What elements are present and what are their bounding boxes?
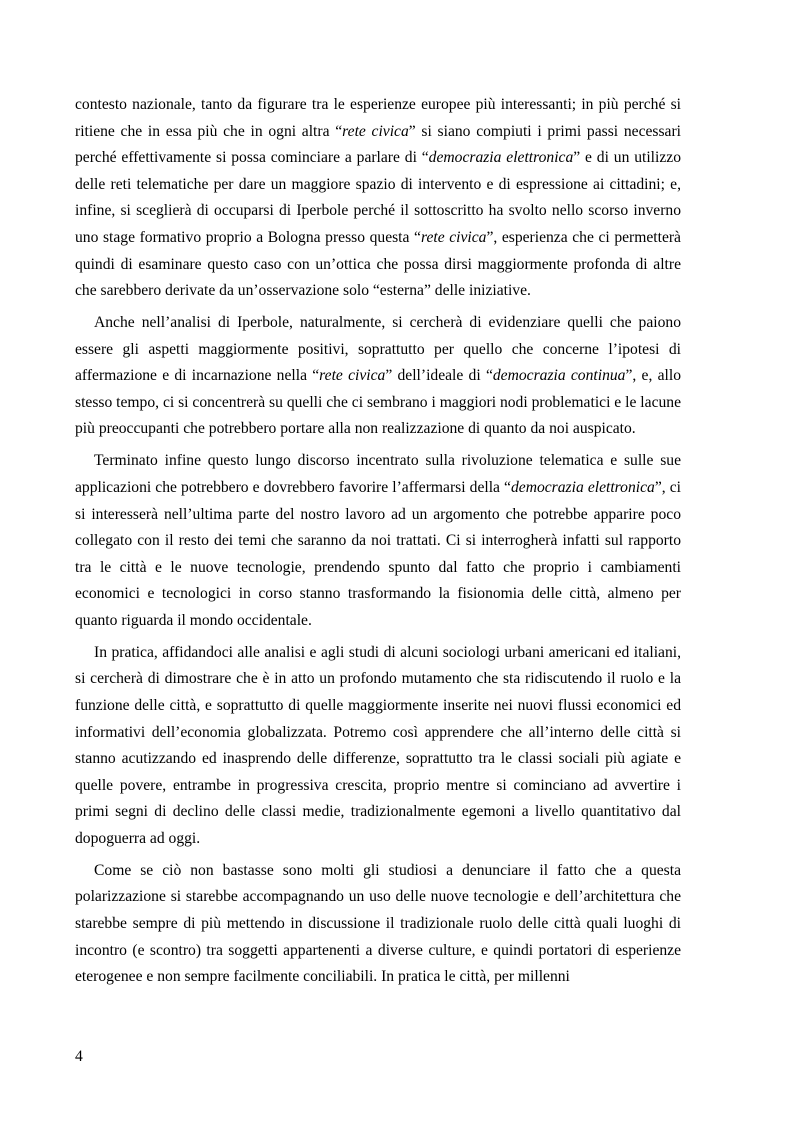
italic-term: rete civica [319,367,386,385]
text-run: Terminato infine questo lungo discorso incentrato sulla rivoluzione telematica e sulle sue applicazioni che potrebbero e dovrebbero favorire l’affermarsi della “ [75,452,681,496]
text-run: Anche nell’analisi di Iperbole, naturalmente, si cercherà di evidenziare quelli che paiono essere gli aspetti maggiormente positivi, soprattutto per quello che concerne l’ipotesi di affermazione e di incarnazione nella “ [75,314,681,385]
italic-term: democrazia elettronica [510,478,655,496]
paragraph-5 [75,858,681,991]
paragraph-1 [75,92,681,305]
text-run: ” e di un utilizzo delle reti telematiche per dare un maggiore spazio di intervento e di espressione ai cittadini; e, infine, si sceglierà di occuparsi di Iperbole perché il sottoscritto ha svolto nello scorso inverno uno stage formativo proprio a Bologna presso questa “ [75,149,681,246]
italic-term: rete civica [420,228,487,246]
text-run: ”, ci si interesserà nell’ultima parte del nostro lavoro ad un argomento che potrebbe apparire poco collegato con il resto dei temi che saranno da noi trattati. Ci si interrogherà infatti sul rapporto tra le città e le nuove tecnologie, prendendo spunto dal fatto che proprio i cambiamenti economici e tecnologici in corso stanno trasformando la fisionomia delle città, almeno per quanto riguarda il mondo occidentale. [75,478,681,629]
text-run: contesto nazionale, tanto da figurare tra le esperienze europee più interessanti; in più perché si ritiene che in essa più che in ogni altra “ [75,96,681,140]
page-number: 4 [75,1048,83,1065]
text-run: ”, e, allo stesso tempo, ci si concentrerà su quelli che ci sembrano i maggiori nodi problematici e le lacune più preoccupanti che potrebbero portare alla non realizzazione di quanto da noi auspicato. [75,367,682,438]
text-run: ”, esperienza che ci permetterà quindi di esaminare questo caso con un’ottica che possa dirsi maggiormente profonda di altre che sarebbero derivate da un’osservazione solo “esterna” delle iniziative. [75,228,681,300]
text-run: ” dell’ideale di “ [385,367,493,385]
italic-term: democrazia continua [492,367,626,385]
paragraph-4 [75,640,681,853]
italic-term: democrazia elettronica [428,149,574,167]
paragraph-3 [75,448,681,634]
body-text [75,92,681,991]
italic-term: rete civica [342,122,409,140]
text-run: ” si siano compiuti i primi passi necessari perché effettivamente si possa cominciare a parlare di “ [75,122,681,167]
text-run: In pratica, affidandoci alle analisi e agli studi di alcuni sociologi urbani americani ed italiani, si cercherà di dimostrare che è in atto un profondo mutamento che sta ridiscutendo il ruolo e la funzione delle città, e soprattutto di quelle maggiormente inserite nei nuovi flussi economici ed informativi dell’economia globalizzata. Potremo così apprendere che all’interno delle città si stanno acutizzando ed inasprendo delle differenze, soprattutto tra le classi sociali più agiate e quelle povere, entrambe in progressiva crescita, proprio mentre si cominciano ad avvertire i primi segni di declino delle classi medie, tradizionalmente egemoni a livello quantitativo dal dopoguerra ad oggi. [75,643,681,847]
text-run: Come se ciò non bastasse sono molti gli studiosi a denunciare il fatto che a questa polarizzazione si starebbe accompagnando un uso delle nuove tecnologie e dell’architettura che starebbe sempre di più mettendo in discussione il tradizionale ruolo delle città quali luoghi di incontro (e scontro) tra soggetti appartenenti a diverse culture, e quindi portatori di esperienze eterogenee e non sempre facilmente conciliabili. In pratica le città, per millenni [75,861,681,986]
paragraph-2 [75,310,681,443]
